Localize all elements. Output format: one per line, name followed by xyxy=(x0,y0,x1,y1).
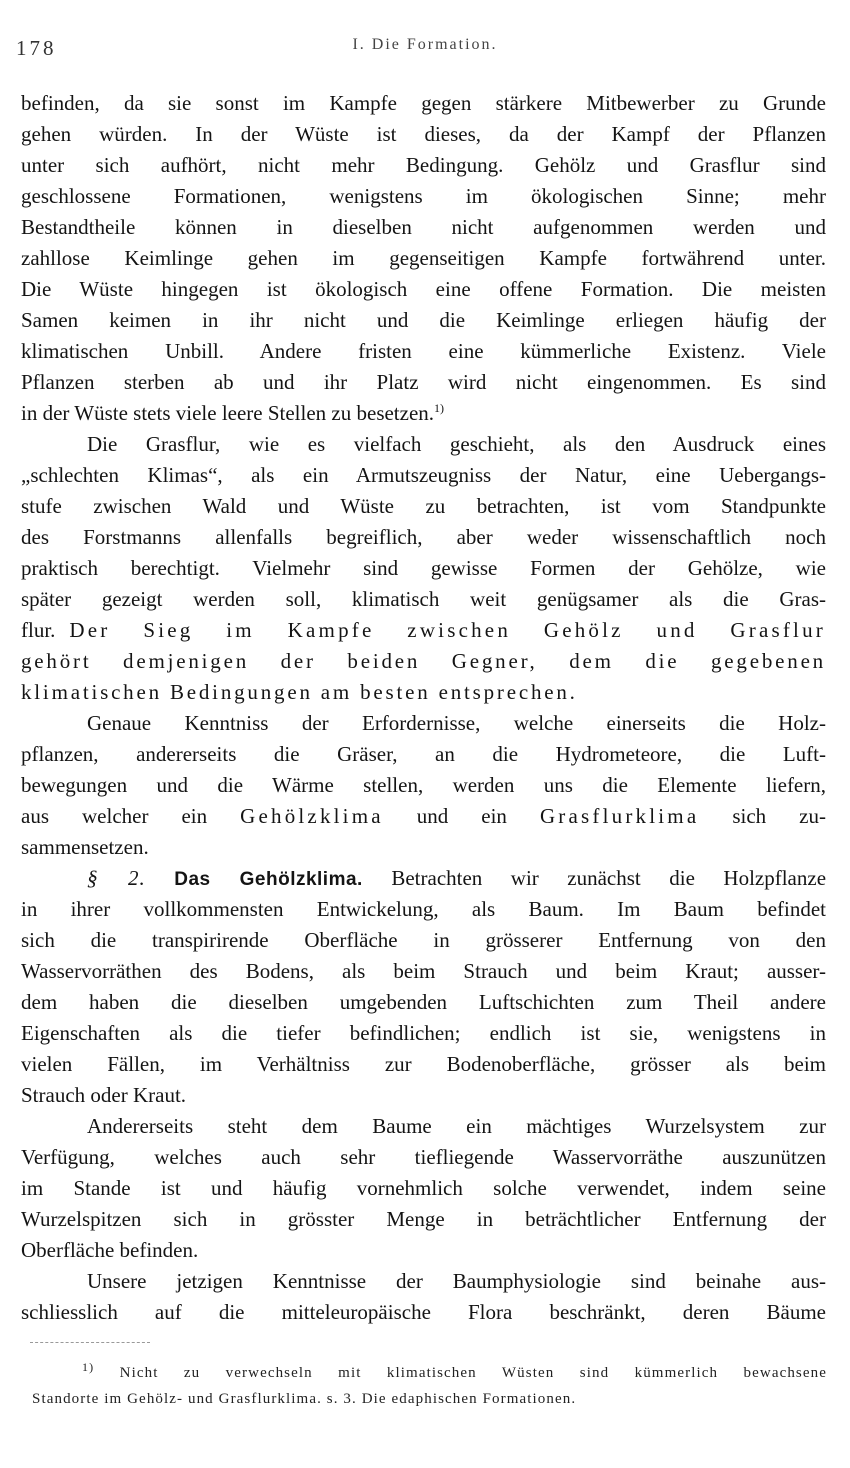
spaced-emphasis: gehört demjenigen der beiden Gegner, dem die gegebenen xyxy=(21,649,826,673)
running-head: I. Die Formation. xyxy=(352,36,498,53)
text-run: Betrachten wir zunächst die Holzpflanze xyxy=(391,866,826,890)
paragraph-start: Genaue Kenntniss der Erfordernisse, welche einerseits die Holz- xyxy=(87,711,826,735)
text-run: flur. xyxy=(21,618,56,642)
footnote-line: Standorte im Gehölz- und Grasflurklima. s. 3. Die edaphischen Formationen. xyxy=(32,1391,577,1407)
footnote-reference: 1) xyxy=(434,401,445,415)
spaced-term: Gehölzklima xyxy=(240,804,384,828)
footnote-line xyxy=(32,1360,827,1386)
text-line: dem haben die dieselben umgebenden Luftschichten zum Theil andere xyxy=(21,990,826,1014)
text-line: Strauch oder Kraut. xyxy=(21,1083,187,1107)
text-line: praktisch berechtigt. Vielmehr sind gewisse Formen der Gehölze, wie xyxy=(21,556,826,580)
footnote-separator xyxy=(30,1342,150,1343)
emphasis-line xyxy=(21,615,826,646)
section-number: § 2. xyxy=(87,866,146,890)
text-line: „schlechten Klimas“, als ein Armutszeugniss der Natur, eine Uebergangs- xyxy=(21,463,826,487)
spaced-emphasis: Der Sieg im Kampfe zwischen Gehölz und Grasflur xyxy=(69,618,826,642)
text-line: im Stande ist und häufig vornehmlich solche verwendet, indem seine xyxy=(21,1176,826,1200)
footnote-text: Nicht zu verwechseln mit klimatischen Wüsten sind kümmerlich bewachsene xyxy=(119,1365,827,1381)
text-line: Oberfläche befinden. xyxy=(21,1238,199,1262)
footnote-marker: 1) xyxy=(82,1360,95,1374)
text-run: und ein xyxy=(416,804,507,828)
text-line: sammensetzen. xyxy=(21,835,149,859)
text-line: Wurzelspitzen sich in grösster Menge in beträchtlicher Entfernung der xyxy=(21,1207,826,1231)
text-line: Die Wüste hingegen ist ökologisch eine offene Formation. Die meisten xyxy=(21,277,826,301)
text-line: Bestandtheile können in dieselben nicht aufgenommen werden und xyxy=(21,215,826,239)
text-line: Pflanzen sterben ab und ihr Platz wird nicht eingenommen. Es sind xyxy=(21,370,826,394)
text-line xyxy=(21,398,826,429)
text-line: Samen keimen in ihr nicht und die Keimlinge erliegen häufig der xyxy=(21,308,826,332)
spaced-term: Grasflurklima xyxy=(539,804,700,828)
text-run: sich zu- xyxy=(732,804,826,828)
text-line: befinden, da sie sonst im Kampfe gegen stärkere Mitbewerber zu Grunde xyxy=(21,91,826,115)
spaced-emphasis: klimatischen Bedingungen am besten entsprechen. xyxy=(21,680,578,704)
text-line: stufe zwischen Wald und Wüste zu betrachten, ist vom Standpunkte xyxy=(21,494,826,518)
text-line: Eigenschaften als die tiefer befindlichen; endlich ist sie, wenigstens in xyxy=(21,1021,826,1045)
paragraph-start: Andererseits steht dem Baume ein mächtiges Wurzelsystem zur xyxy=(87,1114,826,1138)
text-line: klimatischen Unbill. Andere fristen eine kümmerliche Existenz. Viele xyxy=(21,339,826,363)
text-line: zahllose Keimlinge gehen im gegenseitigen Kampfe fortwährend unter. xyxy=(21,246,826,270)
text-line: Verfügung, welches auch sehr tiefliegende Wasservorräthe auszunützen xyxy=(21,1145,826,1169)
page-number: 178 xyxy=(16,36,57,60)
text-line xyxy=(21,801,826,832)
body-text xyxy=(21,88,826,1328)
section-title: Das Gehölzklima. xyxy=(174,869,363,890)
text-line: Wasservorräthen des Bodens, als beim Strauch und beim Kraut; ausser- xyxy=(21,959,826,983)
text-line: schliesslich auf die mitteleuropäische Flora beschränkt, deren Bäume xyxy=(21,1300,826,1324)
text-line: vielen Fällen, im Verhältniss zur Bodenoberfläche, grösser als beim xyxy=(21,1052,826,1076)
page-header xyxy=(0,0,850,70)
text-line: unter sich aufhört, nicht mehr Bedingung. Gehölz und Grasflur sind xyxy=(21,153,826,177)
section-heading-line xyxy=(21,863,826,894)
text-line: gehen würden. In der Wüste ist dieses, da der Kampf der Pflanzen xyxy=(21,122,826,146)
text-line: sich die transpirirende Oberfläche in grösserer Entfernung von den xyxy=(21,928,826,952)
text-line: in ihrer vollkommensten Entwickelung, als Baum. Im Baum befindet xyxy=(21,897,826,921)
text-line: bewegungen und die Wärme stellen, werden uns die Elemente liefern, xyxy=(21,773,826,797)
text-line: des Forstmanns allenfalls begreiflich, aber weder wissenschaftlich noch xyxy=(21,525,826,549)
paragraph-start: Die Grasflur, wie es vielfach geschieht, als den Ausdruck eines xyxy=(87,432,826,456)
text-line: geschlossene Formationen, wenigstens im ökologischen Sinne; mehr xyxy=(21,184,826,208)
text-line: pflanzen, andererseits die Gräser, an die Hydrometeore, die Luft- xyxy=(21,742,826,766)
text-line: später gezeigt werden soll, klimatisch weit genügsamer als die Gras- xyxy=(21,587,826,611)
text-run: in der Wüste stets viele leere Stellen zu besetzen. xyxy=(21,401,435,425)
paragraph-start: Unsere jetzigen Kenntnisse der Baumphysiologie sind beinahe aus- xyxy=(87,1269,826,1293)
footnotes xyxy=(32,1360,827,1412)
text-run: aus welcher ein xyxy=(21,804,208,828)
